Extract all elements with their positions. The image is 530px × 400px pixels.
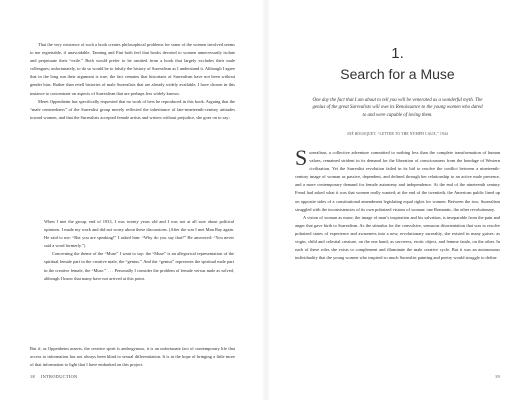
page-number: 18 <box>30 374 35 379</box>
paragraph: That the very existence of such a book creates philosophical problems for some of the women involved seems to me regrettable, if unavoidable. Tanning and Fini both feel that books devoted to women unnecessarily isolate and perpetuate their “exile.” Both would prefer to be omitted from a book that largely excludes their male colleagues; unfortunately, to do so would be to falsify the history of Surrealism as I understand it. Although I agree that in the long run their argument is true, the fact remains that historians of Surrealism have not been without gender bias. Rather than retell histories of male Surrealists that are already widely available, I have chosen in this instance to concentrate on aspects of Surrealism that are perhaps less widely known. <box>30 42 235 96</box>
right-folio <box>495 374 500 379</box>
quote-paragraph: When I met the group, end of 1933, I was twenty years old and I was not at all sure about political opinions. I made my work and did not worry about these discussions. (After the war I met Man Ray again. He said to me: “But you are speaking!” I asked him: “Why do you say that?” He answered: “You never said a word formerly.”) <box>44 219 234 249</box>
left-body-text <box>30 41 235 122</box>
drop-cap: S <box>295 145 308 170</box>
paragraph: A vision of woman as muse, the image of man’s inspiration and his salvation, is inseparable from the pain and anger that gave birth to Surrealism. As the stimulus for the convulsive, sensuous disorientation that was to resolve polarized states of experience and awareness into a new, revolutionary surreality, she existed in many guises: as virgin, child and celestial creature, on the one hand; as sorceress, erotic object, and femme fatale, on the other. In each of these roles she exists to complement and illuminate the male creative cycle. But it was an autonomous individuality that the young women who inspired so much Surrealist painting and poetry would struggle to define <box>295 214 500 261</box>
right-page <box>265 0 530 400</box>
epigraph: One day the fact that I am about to tell you will be venerated as a wonderful myth. The genius of the great Surrealists will owe its Renaissance to the young women who dared to and were capable of loving them. <box>312 98 483 118</box>
left-closing-text <box>30 345 235 369</box>
paragraph: Meret Oppenheim has specifically requested that no work of hers be reproduced in this book. Arguing that the “male centeredness” of the Surrealist group merely reflected the inheritance of late-nineteenth-century attitudes toward women, and that the Surrealists accepted female artists and writers without prejudice, she goes on to say: <box>30 98 235 120</box>
left-folio <box>30 374 77 379</box>
paragraph <box>295 145 500 214</box>
chapter-number: 1. <box>391 45 404 62</box>
paragraph: But if, as Oppenheim asserts, the creative spirit is androgynous, it is an unfortunate fact of contemporary life that access to information has not always been blind to sexual differentiation. It is in the hope of bringing a little more of that information to light that I have embarked on this project. <box>30 346 235 368</box>
epigraph-attribution: JOË BOUSQUET, “LETTER TO THE NYMPH CAUX,” 1944 <box>347 132 448 136</box>
block-quote <box>44 218 234 283</box>
chapter-title: Search for a Muse <box>340 66 455 82</box>
paragraph-text: urrealism, a collective adventure committed to nothing less than the complete transformation of human values, remained strident in its demand for the liberation of consciousness from the bondage of Western civilization. Yet the Surrealist revolution failed in its bid to resolve the conflict between a nineteenth-century image of woman as passive, dependent, and defined through her relationship to an active male presence, and a more contemporary demand for female autonomy and independence. At the end of the nineteenth century Freud had asked what it was that women really wanted; at the end of the twentieth, the American public lined up on opposite sides of a constitutional amendment legislating equal rights for women. Between the two, Surrealism struggled with the inconsistencies of its own polarized visions of woman: one Romantic, the other revolutionary. <box>295 150 500 212</box>
running-head: INTRODUCTION <box>41 374 78 379</box>
right-body-text <box>295 145 500 262</box>
quote-paragraph: Concerning the theme of the “Muse” I want to say: the “Muse” is an allegorical representation of the spiritual female part in the creative male, the “genius.” And the “genius” represents the spiritual male part in the creative female, the “Muse.” . . . Personally I consider the problem of female versus male as solved, although I know that many have not arrived at this point. <box>44 251 234 281</box>
page-number: 19 <box>495 374 500 379</box>
